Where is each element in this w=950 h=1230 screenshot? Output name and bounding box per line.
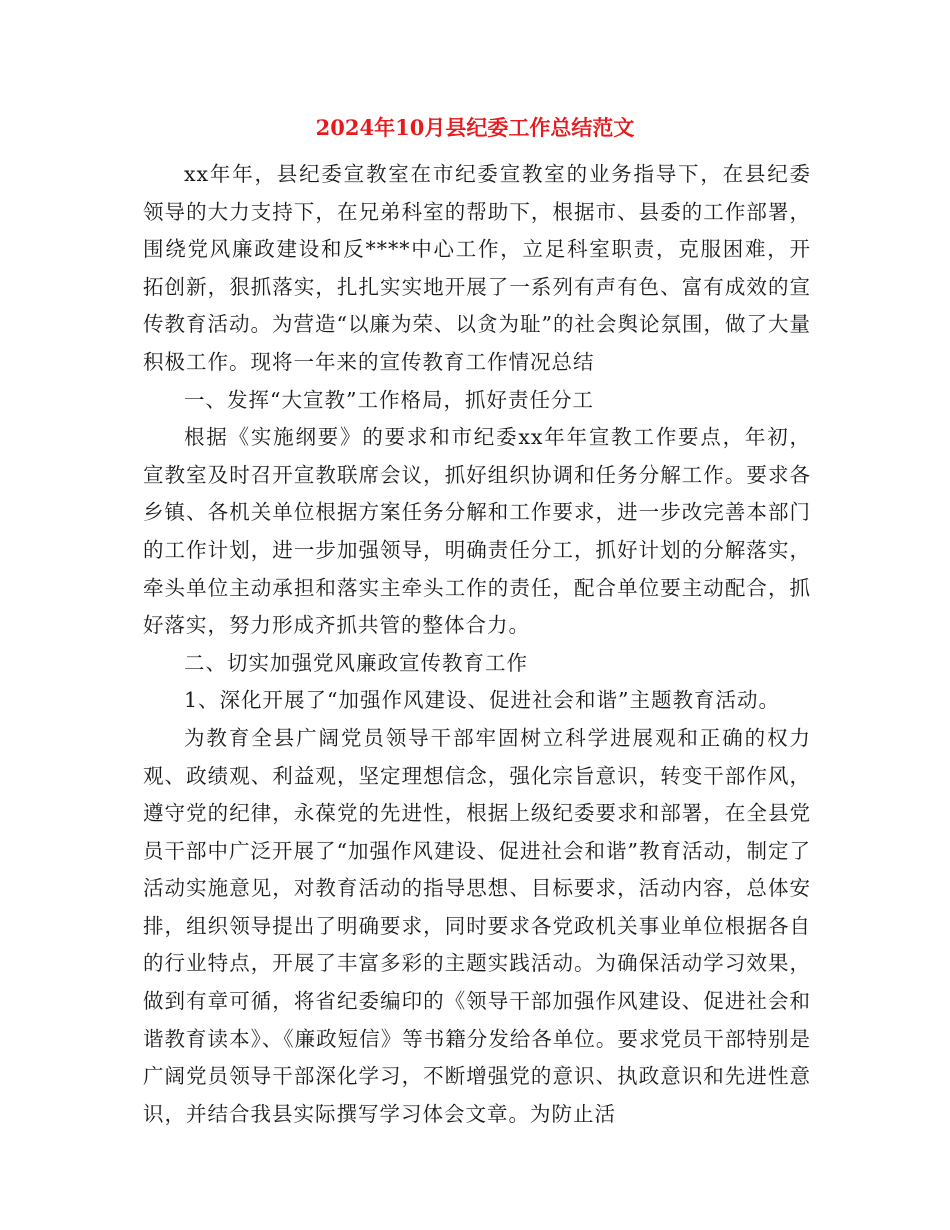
- subsection-heading-1: 1、深化开展了“加强作风建设、促进社会和谐”主题教育活动。: [184, 688, 781, 713]
- paragraph-intro: xx年年，县纪委宣教室在市纪委宣教室的业务指导下，在县纪委领导的大力支持下，在兄弟科室的帮助下，根据市、县委的工作部署，围绕党风廉政建设和反****中心工作，立足科室职责，克服困难，开拓创新，狠抓落实，扎扎实实地开展了一系列有声有色、富有成效的宣传教育活动。为营造“以廉为荣、以贪为耻”的社会舆论氛围，做了大量积极工作。现将一年来的宣传教育工作情况总结: [143, 162, 811, 374]
- document-body: [143, 156, 811, 1133]
- section-heading-1: 一、发挥“大宣教”工作格局，抓好责任分工: [184, 387, 594, 412]
- section-heading-2: 二、切实加强党风廉政宣传教育工作: [184, 650, 528, 675]
- paragraph-subsection-1: 为教育全县广阔党员领导干部牢固树立科学进展观和正确的权力观、政绩观、利益观，坚定理想信念，强化宗旨意识，转变干部作风，遵守党的纪律，永葆党的先进性，根据上级纪委要求和部署，在全县党员干部中广泛开展了“加强作风建设、促进社会和谐”教育活动，制定了活动实施意见，对教育活动的指导思想、目标要求，活动内容，总体安排，组织领导提出了明确要求，同时要求各党政机关事业单位根据各自的行业特点，开展了丰富多彩的主题实践活动。为确保活动学习效果，做到有章可循，将省纪委编印的《领导干部加强作风建设、促进社会和谐教育读本》、《廉政短信》等书籍分发给各单位。要求党员干部特别是广阔党员领导干部深化学习，不断增强党的意识、执政意识和先进性意识，并结合我县实际撰写学习体会文章。为防止活: [143, 725, 811, 1126]
- document-title: 2024年10月县纪委工作总结范文: [315, 115, 635, 140]
- paragraph-section-1: 根据《实施纲要》的要求和市纪委xx年年宣教工作要点，年初，宣教室及时召开宣教联席会议，抓好组织协调和任务分解工作。要求各乡镇、各机关单位根据方案任务分解和工作要求，进一步改完善本部门的工作计划，进一步加强领导，明确责任分工，抓好计划的分解落实，牵头单位主动承担和落实主牵头工作的责任，配合单位要主动配合，抓好落实，努力形成齐抓共管的整体合力。: [143, 425, 811, 638]
